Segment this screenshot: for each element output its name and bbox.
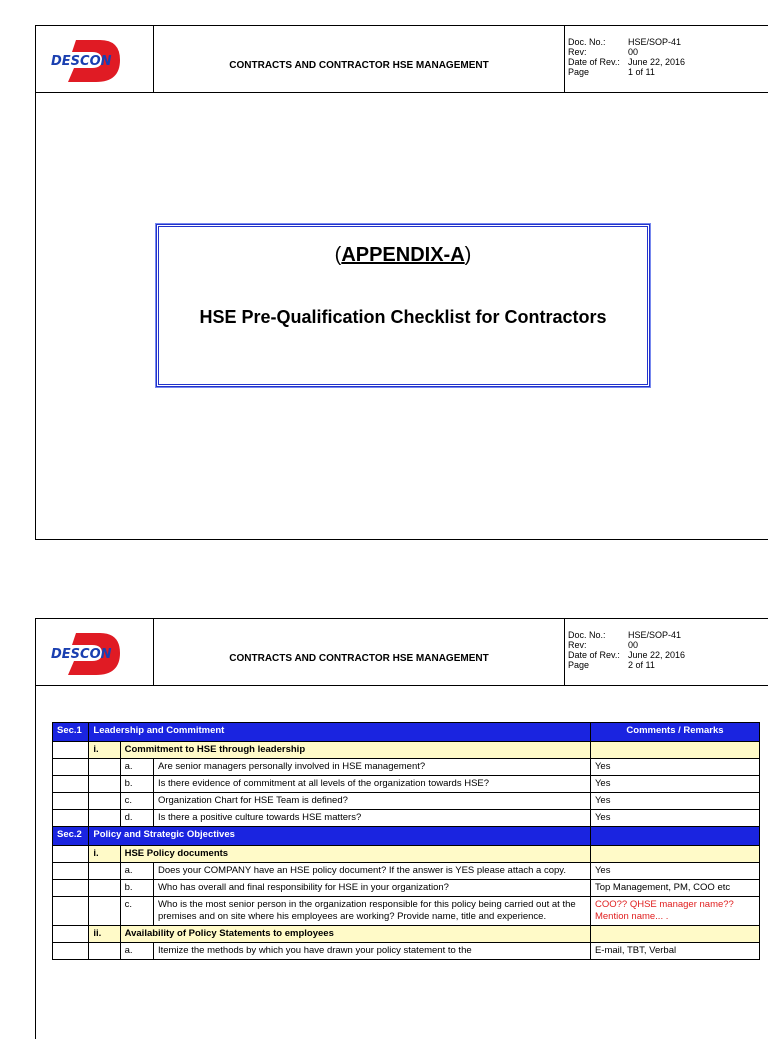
subsection-row <box>53 926 760 943</box>
item-number: c. <box>120 793 153 810</box>
question: Itemize the methods by which you have drawn your policy statement to the <box>153 943 590 960</box>
appendix-title-box <box>156 224 650 387</box>
table-row <box>53 759 760 776</box>
header-title-cell <box>154 619 565 685</box>
svg-text:DESCON: DESCON <box>51 54 112 69</box>
section-title: Leadership and Commitment <box>89 723 591 742</box>
doc-no-row: Doc. No.: HSE/SOP-41 <box>568 37 682 47</box>
doc-no-row: Doc. No.: HSE/SOP-41 <box>568 630 682 640</box>
date-row: Date of Rev.: June 22, 2016 <box>568 57 686 67</box>
header-meta <box>565 619 768 685</box>
item-number: a. <box>120 943 153 960</box>
subsection-title: Availability of Policy Statements to employees <box>120 926 590 943</box>
section-number: Sec.2 <box>53 827 89 846</box>
question: Is there evidence of commitment at all levels of the organization towards HSE? <box>153 776 590 793</box>
item-number: c. <box>120 897 153 926</box>
remark: Top Management, PM, COO etc <box>590 880 759 897</box>
remark <box>590 897 759 926</box>
remarks-header: Comments / Remarks <box>590 723 759 742</box>
table-row <box>53 863 760 880</box>
item-number: a. <box>120 863 153 880</box>
subsection-title: HSE Policy documents <box>120 846 590 863</box>
section-title: Policy and Strategic Objectives <box>89 827 591 846</box>
remark-line: COO?? QHSE manager name?? <box>594 899 734 910</box>
remark: Yes <box>590 810 759 827</box>
table-row <box>53 776 760 793</box>
document-title: CONTRACTS AND CONTRACTOR HSE MANAGEMENT <box>229 59 489 71</box>
table-row <box>53 793 760 810</box>
descon-logo <box>48 631 128 677</box>
svg-text:DESCON: DESCON <box>51 647 112 662</box>
question: Is there a positive culture towards HSE matters? <box>153 810 590 827</box>
page-row: Page 1 of 11 <box>568 67 655 77</box>
item-number: a. <box>120 759 153 776</box>
section-row <box>53 723 760 742</box>
table-row <box>53 943 760 960</box>
document-page-1 <box>35 25 768 540</box>
remark: E-mail, TBT, Verbal <box>590 943 759 960</box>
item-number: d. <box>120 810 153 827</box>
checklist-table <box>52 722 760 960</box>
logo-cell <box>36 26 154 92</box>
rev-row: Rev: 00 <box>568 640 639 650</box>
section-number: Sec.1 <box>53 723 89 742</box>
page-header <box>36 619 768 686</box>
subsection-row <box>53 846 760 863</box>
page-row: Page 2 of 11 <box>568 660 655 670</box>
item-number: b. <box>120 776 153 793</box>
rev-row: Rev: 00 <box>568 47 639 57</box>
subsection-title: Commitment to HSE through leadership <box>120 742 590 759</box>
appendix-heading: (APPENDIX-A) <box>334 244 472 266</box>
remark: Yes <box>590 793 759 810</box>
remark: Yes <box>590 776 759 793</box>
subsection-row <box>53 742 760 759</box>
page-header <box>36 26 768 93</box>
appendix-subtitle: HSE Pre-Qualification Checklist for Contractors <box>199 307 607 327</box>
descon-logo <box>48 38 128 84</box>
subsection-number: ii. <box>89 926 120 943</box>
header-title-cell <box>154 26 565 92</box>
section-row <box>53 827 760 846</box>
question: Who is the most senior person in the organization responsible for this policy being carried out at the premises and on site where his employees are working? Provide name, title and experience. <box>153 897 590 926</box>
logo-cell <box>36 619 154 685</box>
date-row: Date of Rev.: June 22, 2016 <box>568 650 686 660</box>
subsection-number: i. <box>89 742 120 759</box>
document-page-2 <box>35 618 768 1039</box>
question: Does your COMPANY have an HSE policy document? If the answer is YES please attach a copy. <box>153 863 590 880</box>
remark-line: Mention name... . <box>594 911 669 922</box>
question: Are senior managers personally involved in HSE management? <box>153 759 590 776</box>
question: Who has overall and final responsibility for HSE in your organization? <box>153 880 590 897</box>
table-row <box>53 810 760 827</box>
header-meta <box>565 26 768 92</box>
remark: Yes <box>590 759 759 776</box>
subsection-number: i. <box>89 846 120 863</box>
table-row <box>53 897 760 926</box>
table-row <box>53 880 760 897</box>
document-title: CONTRACTS AND CONTRACTOR HSE MANAGEMENT <box>229 652 489 664</box>
remark: Yes <box>590 863 759 880</box>
item-number: b. <box>120 880 153 897</box>
question: Organization Chart for HSE Team is defined? <box>153 793 590 810</box>
